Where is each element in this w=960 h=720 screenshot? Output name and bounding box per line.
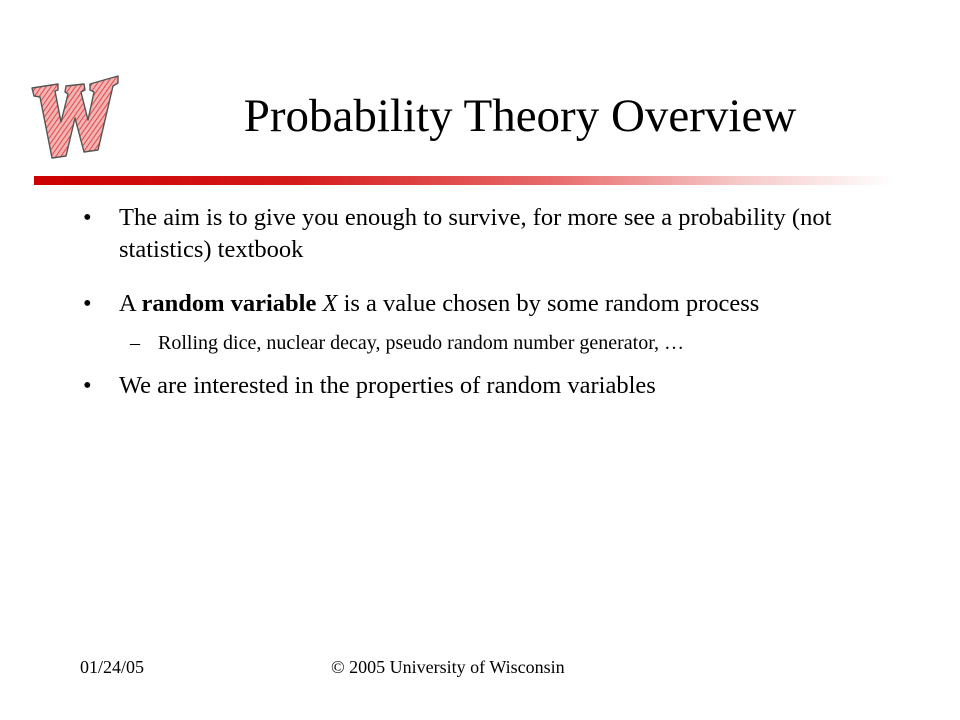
sub-bullet-marker: – xyxy=(130,332,140,354)
term-random-variable: random variable xyxy=(141,290,317,317)
sub-bullet-item xyxy=(80,330,880,356)
slide-title: Probability Theory Overview xyxy=(243,90,797,142)
bullet-item xyxy=(80,202,880,266)
bullet-item xyxy=(80,288,880,320)
slide-body xyxy=(80,200,880,402)
bullet-text-prefix: A xyxy=(119,290,142,317)
bullet-text-suffix: is a value chosen by some random process xyxy=(337,290,760,317)
footer-date: 01/24/05 xyxy=(80,657,145,677)
sub-bullet-text: Rolling dice, nuclear decay, pseudo random number generator, … xyxy=(158,332,685,354)
bullet-marker: • xyxy=(83,372,92,399)
variable-x: X xyxy=(316,290,338,317)
bullet-text: The aim is to give you enough to survive, for more see a probability (not statistics) textbook xyxy=(119,204,832,263)
bullet-text xyxy=(119,290,759,317)
bullet-marker: • xyxy=(83,204,92,231)
bullet-text: We are interested in the properties of random variables xyxy=(119,372,656,399)
bullet-marker: • xyxy=(83,290,92,317)
bullet-item xyxy=(80,370,880,402)
footer-copyright: © 2005 University of Wisconsin xyxy=(331,657,565,677)
title-underline xyxy=(34,176,894,185)
wisconsin-w-logo xyxy=(28,70,124,166)
